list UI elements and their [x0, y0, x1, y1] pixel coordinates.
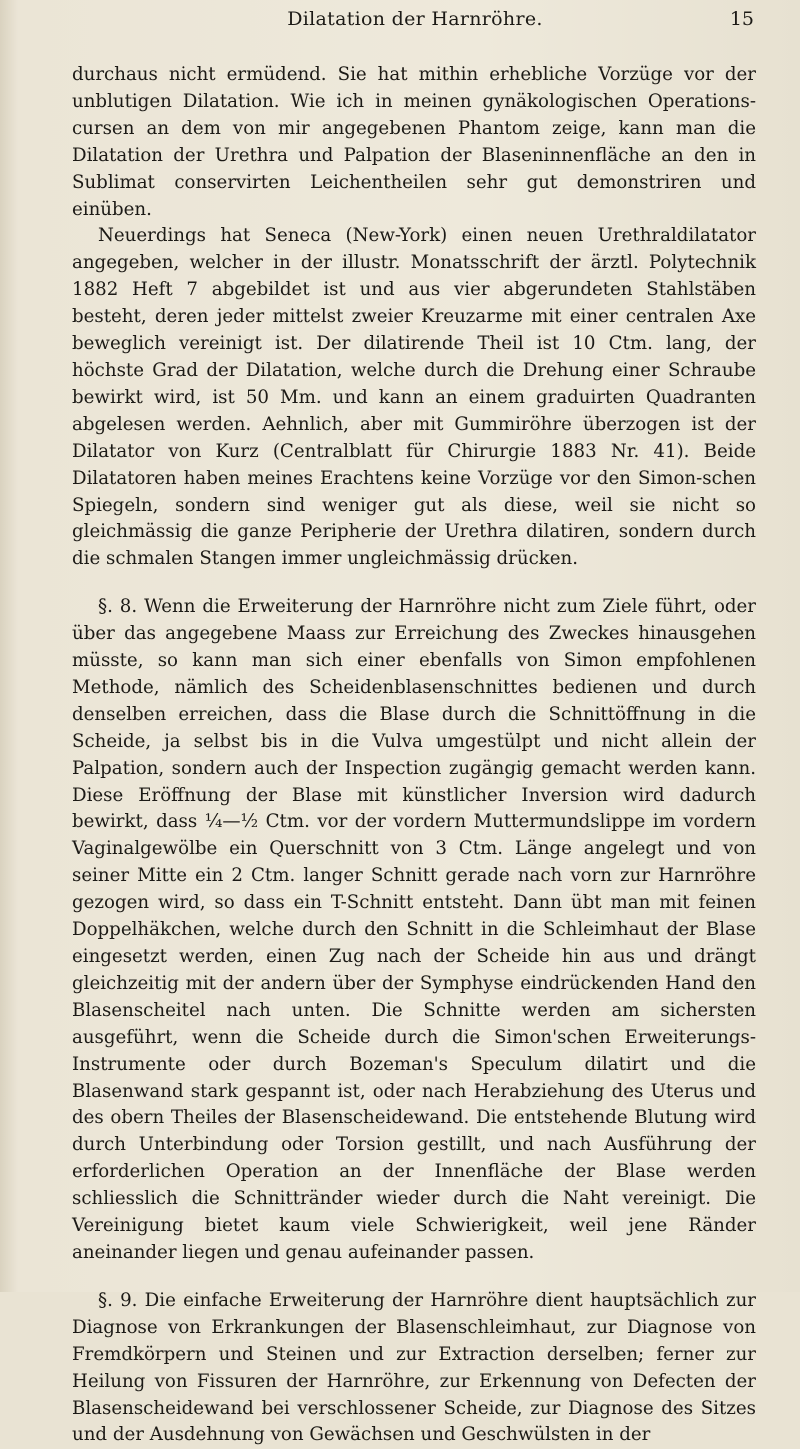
paragraph-continuation: durchaus nicht ermüdend. Sie hat mithin erhebliche Vorzüge vor der unblutigen Dilatation. Wie ich in meinen gynäkologischen Operations-cursen an dem von mir angegebenen Phantom zeige, kann man die Dilatation der Urethra und Palpation der Blaseninnenfläche an den in Sublimat conservirten Leichentheilen sehr gut demonstriren und einüben. — [72, 64, 756, 220]
paragraph-section-8: §. 8. Wenn die Erweiterung der Harnröhre nicht zum Ziele führt, oder über das angegebene Maass zur Erreichung des Zweckes hinausgehen müsste, so kann man sich einer ebenfalls von Simon empfohlenen Methode, nämlich des Scheidenblasenschnittes bedienen und durch denselben erreichen, dass die Blase durch die Schnittöffnung in die Scheide, ja selbst bis in die Vulva umgestülpt und nicht allein der Palpation, sondern auch der Inspection zugängig gemacht werden kann. Diese Eröffnung der Blase mit künstlicher Inversion wird dadurch bewirkt, dass ¼—½ Ctm. vor der vordern Muttermundslippe im vordern Vaginalgewölbe ein Querschnitt von 3 Ctm. Länge angelegt und von seiner Mitte ein 2 Ctm. langer Schnitt gerade nach vorn zur Harnröhre gezogen wird, so dass ein T-Schnitt entsteht. Dann übt man mit feinen Doppelhäkchen, welche durch den Schnitt in die Schleimhaut der Blase eingesetzt werden, einen Zug nach der Scheide hin aus und drängt gleichzeitig mit der andern über der Symphyse eindrückenden Hand den Blasenscheitel nach unten. Die Schnitte werden am sichersten ausgeführt, wenn die Scheide durch die Simon'schen Erweiterungs-Instrumente oder durch Bozeman's Speculum dilatirt und die Blasenwand stark gespannt ist, oder nach Herabziehung des Uterus und des obern Theiles der Blasenscheidewand. Die entstehende Blutung wird durch Unterbindung oder Torsion gestillt, und nach Ausführung der erforderlichen Operation an der Innenfläche der Blase werden schliesslich die Schnittränder wieder durch die Naht vereinigt. Die Vereinigung bietet kaum viele Schwierigkeit, weil jene Ränder aneinander liegen und genau aufeinander passen. — [72, 596, 756, 1263]
paragraph-seneca-dilatator: Neuerdings hat Seneca (New-York) einen neuen Urethraldilatator angegeben, welcher in der illustr. Monatsschrift der ärztl. Polytechnik 1882 Heft 7 abgebildet ist und aus vier abgerundeten Stahlstäben besteht, deren jeder mittelst zweier Kreuzarme mit einer centralen Axe beweglich vereinigt ist. Der dilatirende Theil ist 10 Ctm. lang, der höchste Grad der Dilatation, welche durch die Drehung einer Schraube bewirkt wird, ist 50 Mm. und kann an einem graduirten Quadranten abgelesen werden. Aehnlich, aber mit Gummiröhre überzogen ist der Dilatator von Kurz (Centralblatt für Chirurgie 1883 Nr. 41). Beide Dilatatoren haben meines Erachtens keine Vorzüge vor den Simon-schen Spiegeln, sondern sind weniger gut als diese, weil sie nicht so gleichmässig die ganze Peripherie der Urethra dilatiren, sondern durch die schmalen Stangen immer ungleichmässig drücken. — [72, 225, 756, 570]
body-text — [72, 62, 756, 1449]
page-header — [70, 8, 760, 38]
paragraph-section-9: §. 9. Die einfache Erweiterung der Harnröhre dient hauptsächlich zur Diagnose von Erkrankungen der Blasenschleimhaut, zur Diagnose von Fremdkörpern und Steinen und zur Extraction derselben; ferner zur Heilung von Fissuren der Harnröhre, zur Erkennung von Defecten der Blasenscheidewand bei verschlossener Scheide, zur Diagnose des Sitzes und der Ausdehnung von Gewächsen und Geschwülsten in der — [72, 1289, 756, 1446]
page-number: 15 — [729, 8, 754, 30]
running-title: Dilatation der Harnröhre. — [287, 8, 543, 30]
